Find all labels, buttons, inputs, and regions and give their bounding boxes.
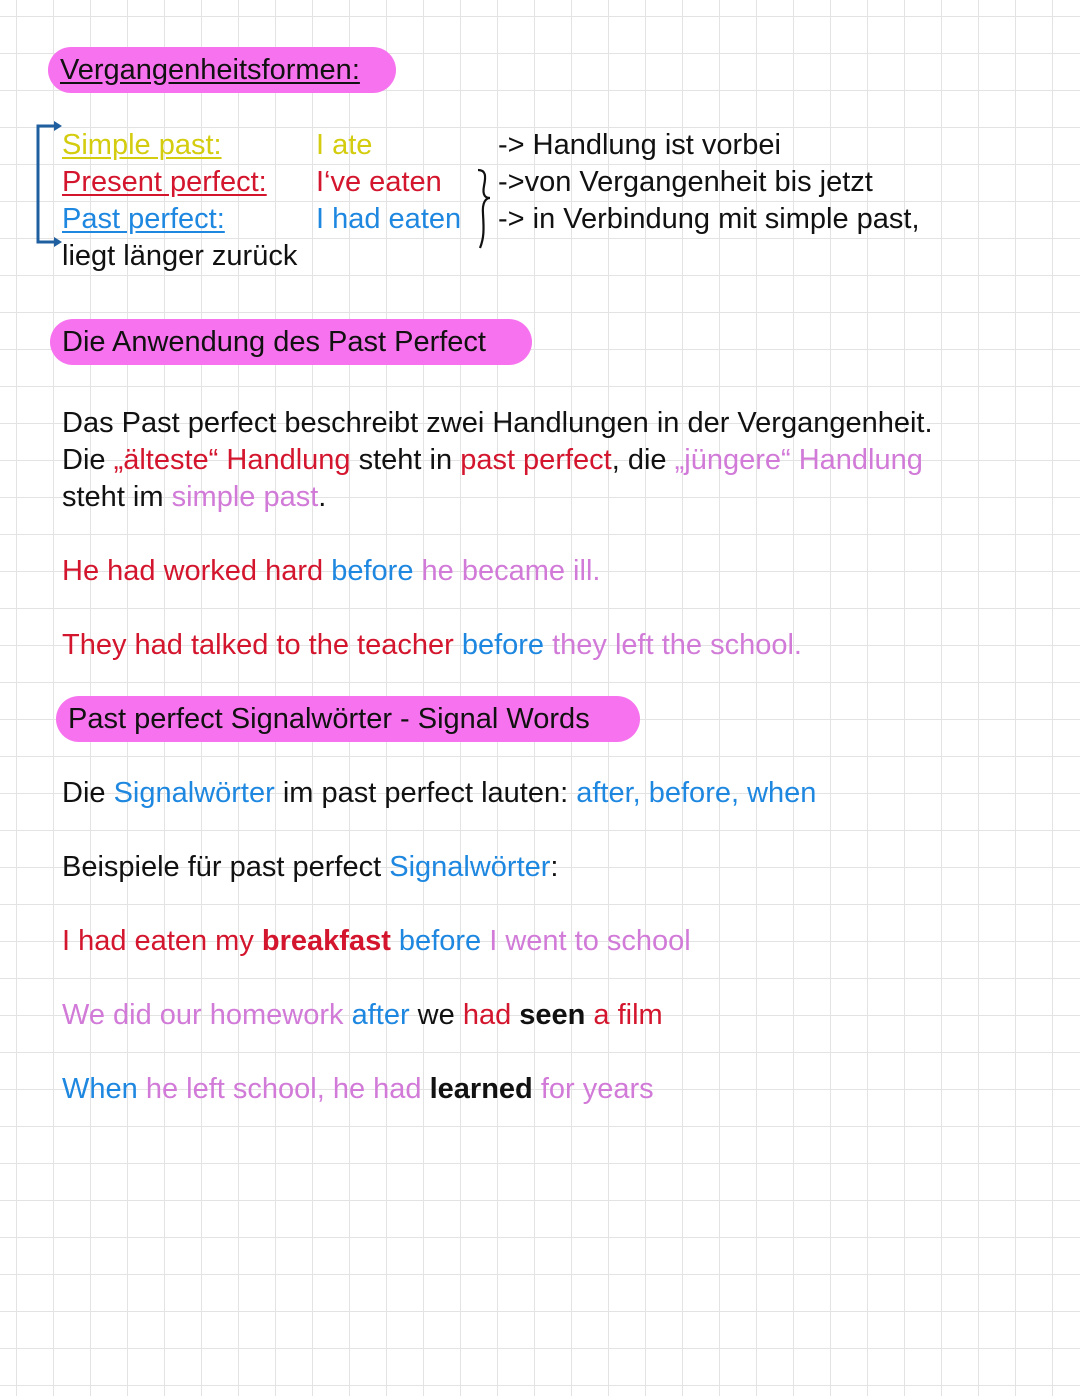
text-segment: breakfast xyxy=(261,925,391,957)
text-segment: „jüngere“ Handlung xyxy=(674,444,923,476)
heading-anwendung xyxy=(50,319,532,365)
heading-text: Past perfect Signalwörter - Signal Words xyxy=(68,702,590,735)
tense-row-simple-past xyxy=(62,127,222,164)
text-segment: after, before, when xyxy=(576,777,817,809)
signal-example-3 xyxy=(62,1071,654,1108)
tense-meaning: -> Handlung ist vorbei xyxy=(498,129,781,161)
tense-label: Past perfect: xyxy=(62,203,225,235)
text-segment: we xyxy=(409,999,463,1031)
text-segment: We did our homework xyxy=(62,999,352,1031)
example-sentence-1 xyxy=(62,553,600,590)
text-segment: He had worked hard xyxy=(62,555,332,587)
text-segment: before xyxy=(390,925,490,957)
text-segment: steht im xyxy=(62,481,172,513)
examples-intro-line xyxy=(62,849,558,886)
text-segment: Die xyxy=(62,777,114,809)
heading-vergangenheitsformen xyxy=(48,47,396,93)
text-segment: : xyxy=(550,851,559,883)
text-segment: „älteste“ Handlung xyxy=(113,444,351,476)
paragraph-line-2 xyxy=(62,442,923,479)
text-segment: learned xyxy=(429,1073,533,1105)
text-segment: Signalwörter xyxy=(389,851,551,883)
text-segment: they left the school. xyxy=(552,629,802,661)
example-sentence-2 xyxy=(62,627,802,664)
text-segment: before xyxy=(331,555,422,587)
heading-text: Die Anwendung des Past Perfect xyxy=(62,325,486,358)
curly-brace-icon xyxy=(472,168,494,252)
signal-example-2 xyxy=(62,997,663,1034)
tense-meaning: -> in Verbindung mit simple past, xyxy=(498,203,920,235)
tense-example: I‘ve eaten xyxy=(316,166,442,198)
text-segment: had xyxy=(462,999,520,1031)
paragraph-line-3 xyxy=(62,479,326,516)
tense-label: Simple past: xyxy=(62,129,222,161)
text-segment: past perfect xyxy=(460,444,612,476)
signal-words-line xyxy=(62,775,816,812)
text-segment: im past perfect lauten: xyxy=(274,777,577,809)
text-segment: When xyxy=(62,1073,138,1105)
text-segment: he became ill. xyxy=(421,555,601,587)
text-segment: Die xyxy=(62,444,114,476)
text-segment: had xyxy=(373,1073,430,1105)
text-segment: seen xyxy=(519,999,586,1031)
heading-signalwoerter xyxy=(56,696,640,742)
text-segment: before xyxy=(461,629,553,661)
text-segment: They had talked to the teacher xyxy=(62,629,462,661)
text-segment: , die xyxy=(611,444,675,476)
heading-text: Vergangenheitsformen: xyxy=(60,53,360,86)
text-segment: I had eaten my xyxy=(62,925,262,957)
tense-example: I ate xyxy=(316,129,373,161)
text-segment: . xyxy=(318,481,327,513)
tense-meaning: ->von Vergangenheit bis jetzt xyxy=(498,166,873,198)
tense-row-present-perfect xyxy=(62,164,267,201)
tense-continuation: liegt länger zurück xyxy=(62,240,298,272)
text-segment: simple past xyxy=(171,481,319,513)
bracket-arrow-icon xyxy=(24,118,64,250)
tense-example: I had eaten xyxy=(316,203,462,235)
text-segment: I went to school xyxy=(489,925,691,957)
text-segment: steht in xyxy=(350,444,461,476)
tense-row-past-perfect xyxy=(62,201,225,238)
paragraph-line-1: Das Past perfect beschreibt zwei Handlungen in der Vergangenheit. xyxy=(62,407,933,439)
tense-label: Present perfect: xyxy=(62,166,267,198)
text-segment: a film xyxy=(585,999,663,1031)
text-segment: Beispiele für past perfect xyxy=(62,851,390,883)
signal-example-1 xyxy=(62,923,691,960)
text-segment: Signalwörter xyxy=(113,777,275,809)
text-segment: for years xyxy=(532,1073,654,1105)
text-segment: after xyxy=(351,999,410,1031)
text-segment: he left school, he xyxy=(137,1073,374,1105)
